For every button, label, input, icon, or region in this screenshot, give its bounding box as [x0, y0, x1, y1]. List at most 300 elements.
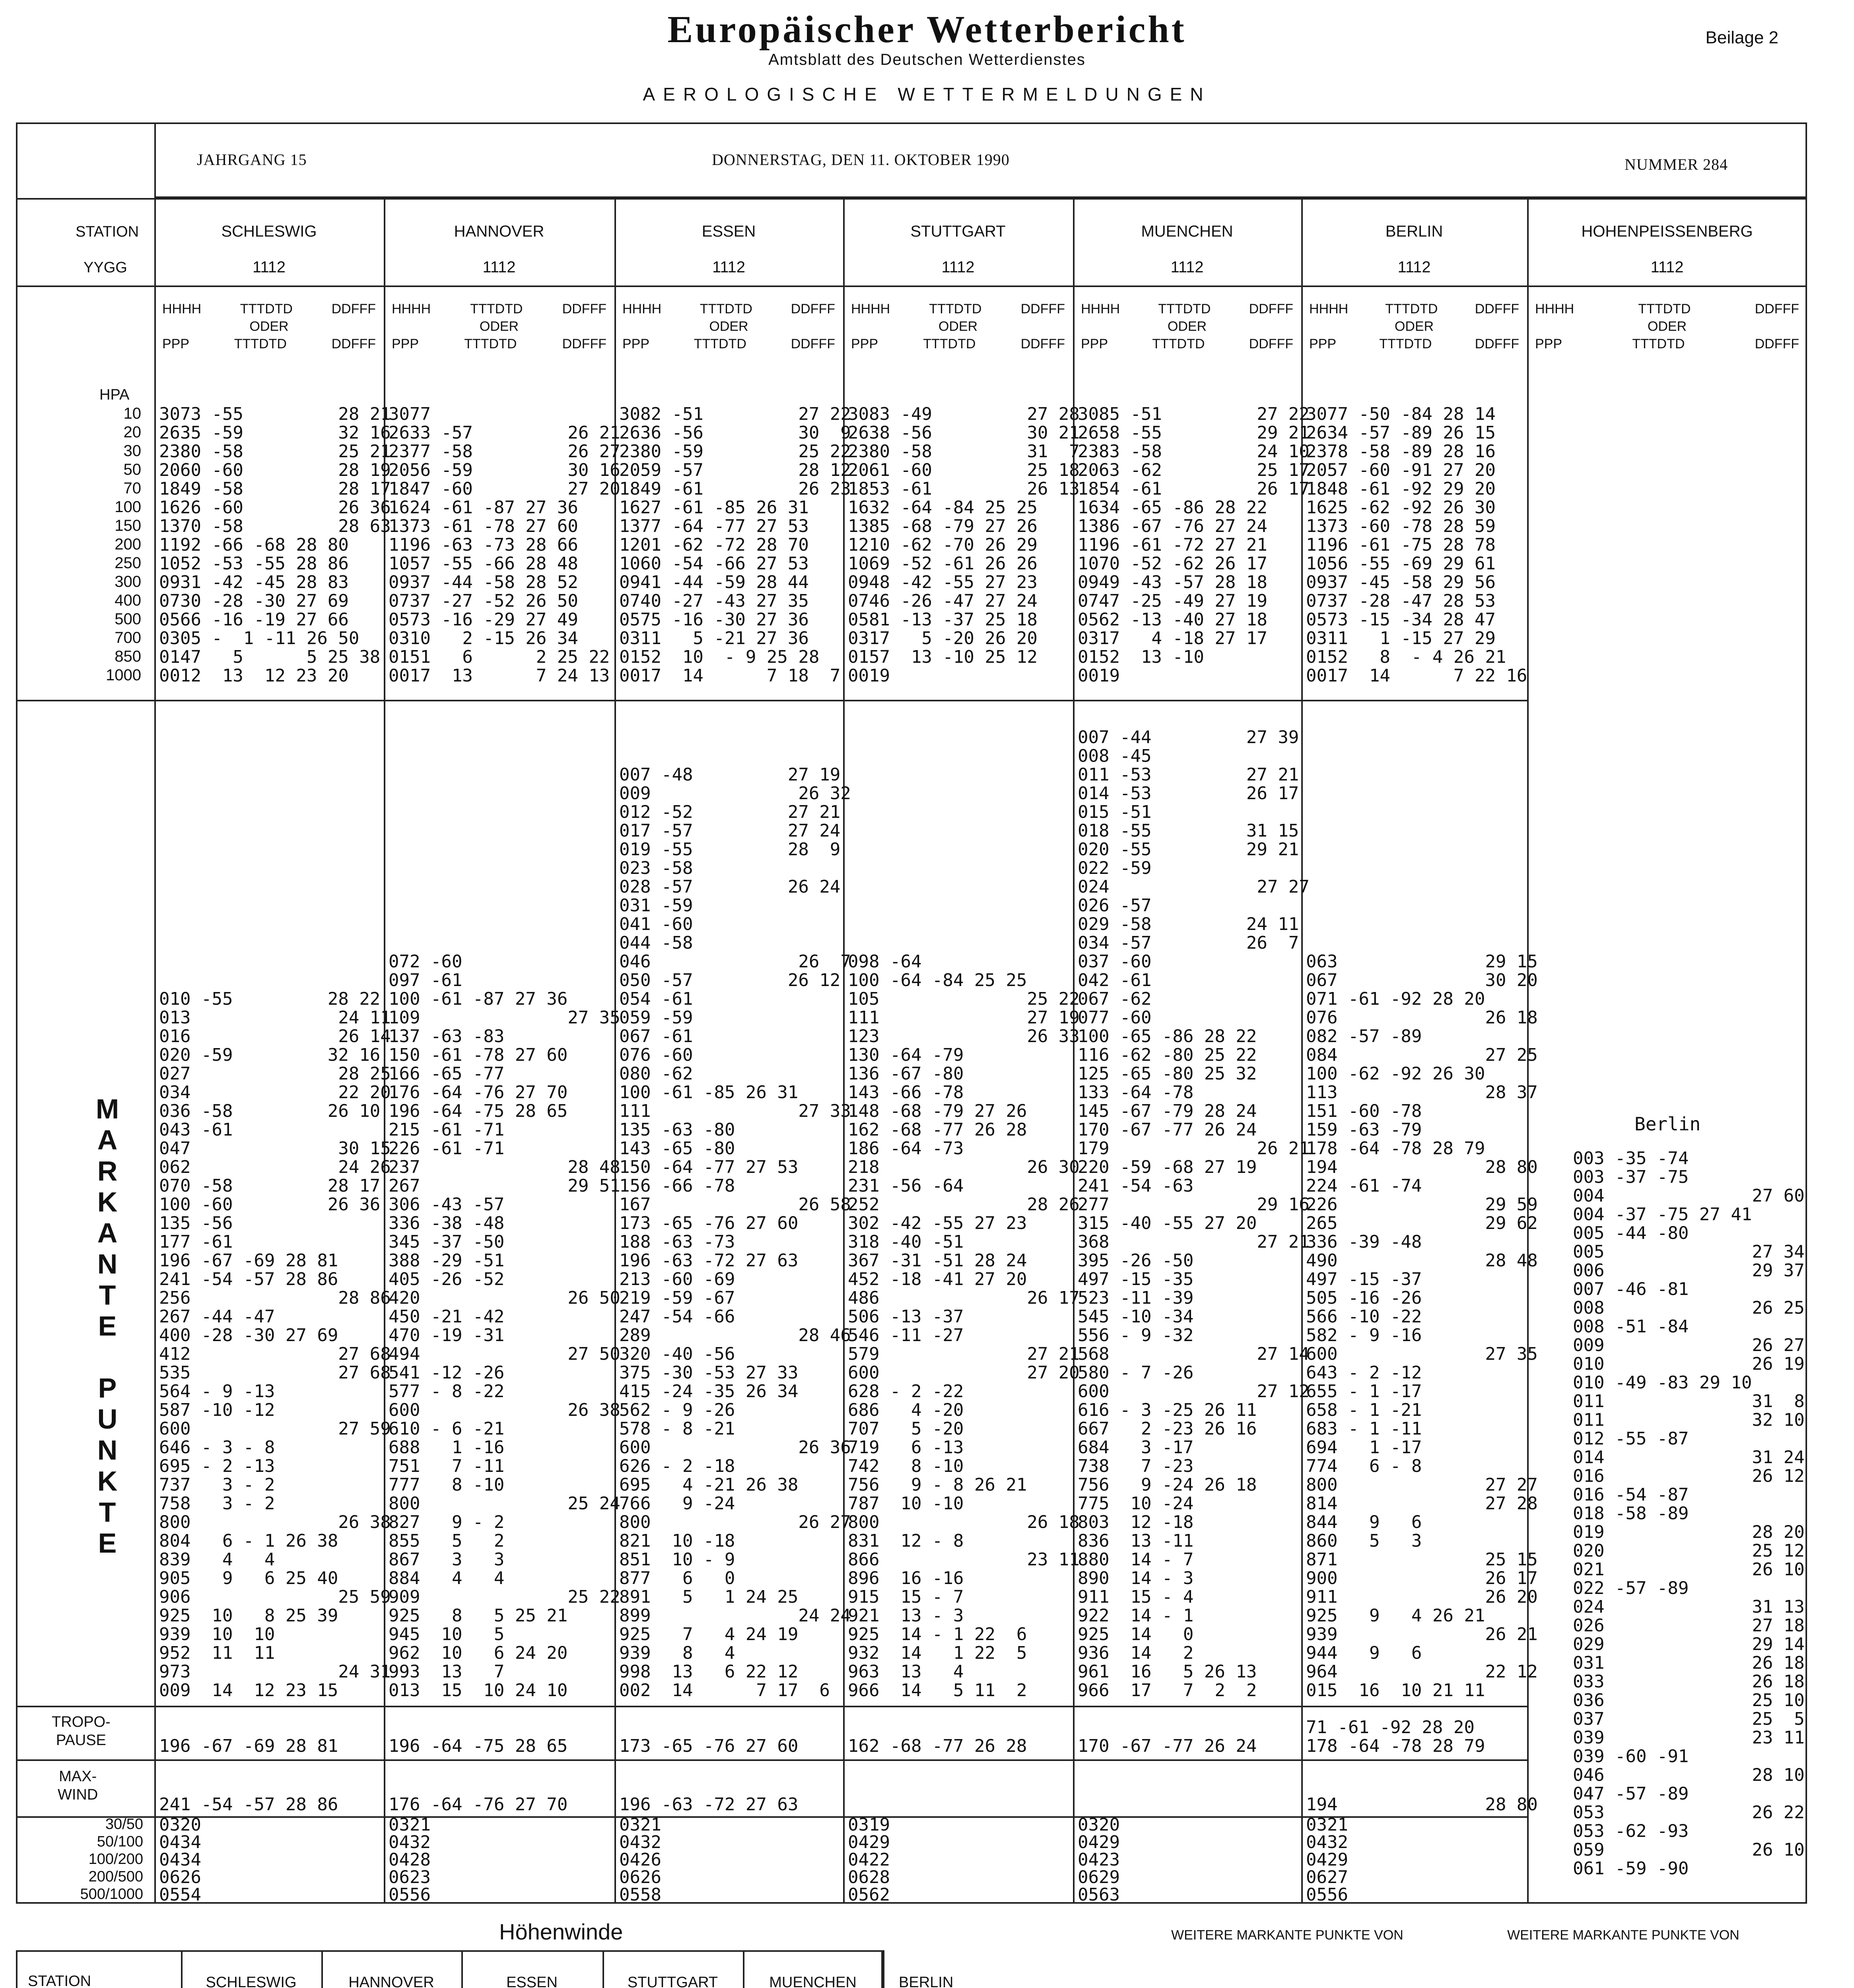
- markante-data-row: 267 29 51: [389, 1176, 620, 1196]
- markante-data-row: 494 27 50: [389, 1344, 620, 1364]
- markante-letter: K: [97, 1186, 118, 1217]
- berlin-extra-row: 059 26 10: [1573, 1840, 1805, 1860]
- column-header-cell: DDFFF: [562, 301, 606, 316]
- markante-data-row: 925 10 8 25 39: [159, 1606, 338, 1626]
- station-yygg: 1112: [1650, 258, 1684, 276]
- level-data-row: 1627 -61 -85 26 31: [619, 497, 809, 518]
- markante-data-row: 219 -59 -67: [619, 1288, 735, 1308]
- level-data-row: 0311 5 -21 27 36: [619, 628, 809, 648]
- markante-data-row: 877 6 0: [619, 1568, 735, 1588]
- thickness-value: 0423: [1078, 1850, 1120, 1870]
- column-header-row: [162, 300, 376, 318]
- markante-data-row: 911 26 20: [1306, 1587, 1538, 1607]
- station-yygg: 1112: [482, 258, 516, 276]
- column-header-row: [162, 335, 376, 353]
- berlin-extra-row: 033 26 18: [1573, 1672, 1805, 1692]
- column-header-oder: ODER: [479, 319, 519, 334]
- markante-data-row: 133 -64 -78: [1078, 1082, 1194, 1103]
- markante-data-column: [1078, 728, 1310, 1700]
- berlin-extra-row: 026 27 18: [1573, 1615, 1805, 1636]
- thickness-value: 0429: [1078, 1832, 1120, 1852]
- markante-data-row: 067 -61: [619, 1026, 693, 1046]
- column-header-cell: TTTDTD: [923, 336, 976, 351]
- markante-data-row: 019 -55 28 9: [619, 839, 841, 860]
- markante-data-row: 737 3 - 2: [159, 1475, 275, 1495]
- markante-data-row: 267 -44 -47: [159, 1307, 275, 1327]
- markante-data-row: 367 -31 -51 28 24: [848, 1250, 1027, 1271]
- markante-data-row: 011 -53 27 21: [1078, 765, 1299, 785]
- markante-data-row: 452 -18 -41 27 20: [848, 1269, 1027, 1289]
- column-header-cell: PPP: [1309, 336, 1337, 351]
- berlin-extra-row: 003 -35 -74: [1573, 1148, 1689, 1169]
- thickness-value: 0628: [848, 1867, 890, 1887]
- maxwind-value: 176 -64 -76 27 70: [389, 1794, 568, 1815]
- markante-data-row: 176 -64 -76 27 70: [389, 1082, 568, 1103]
- level-data-row: 0012 13 12 23 20: [159, 666, 349, 686]
- markante-data-row: 643 - 2 -12: [1306, 1363, 1422, 1383]
- markante-data-row: 932 14 1 22 5: [848, 1643, 1027, 1663]
- station-yygg: 1112: [252, 258, 286, 276]
- markante-data-row: 800 27 27: [1306, 1475, 1538, 1495]
- markante-data-row: 470 -19 -31: [389, 1325, 505, 1345]
- thickness-value: 0321: [619, 1815, 661, 1835]
- column-header-cell: DDFFF: [1755, 336, 1799, 351]
- markante-data-row: 345 -37 -50: [389, 1232, 505, 1252]
- level-data-row: 0317 4 -18 27 17: [1078, 628, 1267, 648]
- markante-data-row: 150 -64 -77 27 53: [619, 1157, 799, 1177]
- markante-data-row: 774 6 - 8: [1306, 1456, 1422, 1476]
- markante-data-row: 497 -15 -35: [1078, 1269, 1194, 1289]
- level-data-row: 0746 -26 -47 27 24: [848, 591, 1038, 611]
- markante-data-row: 137 -63 -83: [389, 1026, 505, 1046]
- level-data-row: 2658 -55 29 21: [1078, 423, 1310, 443]
- berlin-extra-row: 016 26 12: [1573, 1466, 1805, 1486]
- thickness-value: 0556: [389, 1885, 431, 1905]
- thickness-label: 500/1000: [80, 1886, 143, 1903]
- column-header-cell: TTTDTD: [1152, 336, 1205, 351]
- markante-data-row: 224 -61 -74: [1306, 1176, 1422, 1196]
- station-name: BERLIN: [1385, 223, 1443, 240]
- markante-data-row: 150 -61 -78 27 60: [389, 1045, 568, 1065]
- berlin-extra-row: 004 27 60: [1573, 1186, 1805, 1206]
- markante-letter: R: [97, 1155, 118, 1186]
- markante-letter: T: [99, 1279, 116, 1310]
- pressure-level: 250: [115, 554, 141, 572]
- thickness-label: 100/200: [88, 1851, 143, 1868]
- station-name: HOHENPEISSENBERG: [1581, 223, 1753, 240]
- markante-data-row: 100 -60 26 36: [159, 1194, 381, 1215]
- markante-data-row: 194 28 80: [1306, 1157, 1538, 1177]
- markante-data-row: 707 5 -20: [848, 1419, 964, 1439]
- markante-data-row: 964 22 12: [1306, 1662, 1538, 1682]
- column-header-cell: PPP: [622, 336, 650, 351]
- level-data-row: 0019: [1078, 666, 1120, 686]
- markante-data-row: 911 15 - 4: [1078, 1587, 1194, 1607]
- berlin-extra-row: 020 25 12: [1573, 1541, 1805, 1561]
- level-data-row: 1377 -64 -77 27 53: [619, 516, 809, 536]
- markante-data-row: 851 10 - 9: [619, 1549, 735, 1570]
- markante-data-row: 775 10 -24: [1078, 1493, 1194, 1514]
- column-header-cell: PPP: [1535, 336, 1562, 351]
- markante-data-row: 020 -55 29 21: [1078, 839, 1299, 860]
- column-header-row: [1309, 335, 1519, 353]
- pressure-level: 700: [115, 629, 141, 646]
- thickness-value: 0556: [1306, 1885, 1348, 1905]
- issue-number: NUMMER 284: [1625, 155, 1728, 173]
- markante-data-row: 247 -54 -66: [619, 1307, 735, 1327]
- markante-data-row: 167 26 58: [619, 1194, 851, 1215]
- markante-data-row: 966 14 5 11 2: [848, 1680, 1027, 1701]
- markante-data-row: 890 14 - 3: [1078, 1568, 1194, 1588]
- level-data-row: 0937 -45 -58 29 56: [1306, 572, 1496, 592]
- thickness-label: 200/500: [88, 1868, 143, 1885]
- markante-data-row: 020 -59 32 16: [159, 1045, 381, 1065]
- markante-data-row: 844 9 6: [1306, 1512, 1422, 1532]
- pressure-level: 850: [115, 648, 141, 665]
- markante-data-row: 116 -62 -80 25 22: [1078, 1045, 1257, 1065]
- berlin-extra-row: 039 23 11: [1573, 1728, 1805, 1748]
- column-header: [162, 300, 376, 353]
- markante-data-row: 177 -61: [159, 1232, 233, 1252]
- markante-data-row: 686 4 -20: [848, 1400, 964, 1420]
- markante-data-row: 289 28 46: [619, 1325, 851, 1345]
- markante-data-row: 007 -48 27 19: [619, 765, 841, 785]
- berlin-extra-row: 053 26 22: [1573, 1802, 1805, 1823]
- berlin-extra-row: 019 28 20: [1573, 1522, 1805, 1542]
- berlin-extra-row: 061 -59 -90: [1573, 1858, 1689, 1879]
- winds-title: Höhenwinde: [499, 1919, 623, 1944]
- page-title: Europäischer Wetterbericht: [667, 8, 1187, 50]
- markante-data-row: 616 - 3 -25 26 11: [1078, 1400, 1257, 1420]
- level-data-row: 0581 -13 -37 25 18: [848, 610, 1038, 630]
- markante-data-row: 896 16 -16: [848, 1568, 964, 1588]
- markante-data-row: 758 3 - 2: [159, 1493, 275, 1514]
- markante-data-row: 008 -45: [1078, 746, 1152, 766]
- markante-data-row: 962 10 6 24 20: [389, 1643, 568, 1663]
- markante-data-row: 831 12 - 8: [848, 1531, 964, 1551]
- markante-data-row: 306 -43 -57: [389, 1194, 505, 1215]
- markante-data-row: 905 9 6 25 40: [159, 1568, 338, 1588]
- berlin-extra-row: 018 -58 -89: [1573, 1503, 1689, 1524]
- markante-letter: P: [98, 1373, 117, 1404]
- thickness-value: 0626: [159, 1867, 201, 1887]
- level-data-row: 0566 -16 -19 27 66: [159, 610, 349, 630]
- tropopause-value: [1306, 1718, 1485, 1755]
- supplement-number: Beilage 2: [1705, 28, 1778, 47]
- markante-data-row: 646 - 3 - 8: [159, 1437, 275, 1458]
- column-header: [1081, 300, 1293, 353]
- page-subtitle: Amtsblatt des Deutschen Wetterdienstes: [768, 51, 1086, 68]
- column-header-row: [851, 300, 1065, 318]
- column-header-cell: TTTDTD: [234, 336, 287, 351]
- markante-data-row: 042 -61: [1078, 970, 1152, 990]
- markante-letter: A: [97, 1124, 118, 1155]
- column-header-cell: DDFFF: [1475, 336, 1519, 351]
- markante-data-row: 600 27 35: [1306, 1344, 1538, 1364]
- markante-data-row: 867 3 3: [389, 1549, 505, 1570]
- markante-data-row: 226 -61 -71: [389, 1138, 505, 1159]
- level-data-row: 2056 -59 30 16: [389, 460, 620, 480]
- level-data-row: 1196 -61 -75 28 78: [1306, 535, 1496, 555]
- level-data-row: 2063 -62 25 17: [1078, 460, 1310, 480]
- pressure-level: 500: [115, 610, 141, 628]
- markante-data-row: 178 -64 -78 28 79: [1306, 1138, 1485, 1159]
- level-data-row: 1373 -61 -78 27 60: [389, 516, 578, 536]
- markante-letter: N: [97, 1248, 118, 1279]
- column-header-cell: DDFFF: [562, 336, 606, 351]
- markante-data-row: 866 23 11: [848, 1549, 1080, 1570]
- markante-data-row: 265 29 62: [1306, 1213, 1538, 1233]
- column-header-cell: TTTDTD: [240, 301, 293, 316]
- markante-data-row: 036 -58 26 10: [159, 1101, 381, 1121]
- berlin-extra-row: 021 26 10: [1573, 1559, 1805, 1580]
- markante-data-row: 302 -42 -55 27 23: [848, 1213, 1027, 1233]
- markante-data-row: 336 -39 -48: [1306, 1232, 1422, 1252]
- column-header-cell: DDFFF: [331, 301, 376, 316]
- hpa-label: HPA: [99, 386, 130, 403]
- markante-data-row: 173 -65 -76 27 60: [619, 1213, 799, 1233]
- column-header-cell: TTTDTD: [694, 336, 746, 351]
- pressure-level: 20: [123, 423, 141, 441]
- level-data-row: 0017 13 7 24 13: [389, 666, 610, 686]
- markante-data-row: 566 -10 -22: [1306, 1307, 1422, 1327]
- markante-data-column: [159, 990, 391, 1700]
- markante-data-row: 162 -68 -77 26 28: [848, 1120, 1027, 1140]
- level-data-column: [389, 405, 620, 685]
- level-data-row: 1192 -66 -68 28 80: [159, 535, 349, 555]
- level-data-row: 1060 -54 -66 27 53: [619, 553, 809, 574]
- thickness-value: 0320: [1078, 1815, 1120, 1835]
- level-data-row: 0152 13 -10: [1078, 647, 1204, 667]
- column-header-cell: DDFFF: [1249, 336, 1293, 351]
- more-points-label-1: WEITERE MARKANTE PUNKTE VON: [1171, 1928, 1403, 1943]
- markante-letter: [87, 1342, 127, 1373]
- markante-data-row: 007 -44 27 39: [1078, 727, 1299, 747]
- level-data-row: 0931 -42 -45 28 83: [159, 572, 349, 592]
- berlin-extra-row: 039 -60 -91: [1573, 1746, 1689, 1767]
- markante-data-row: 667 2 -23 26 16: [1078, 1419, 1257, 1439]
- column-header-row: [622, 300, 835, 318]
- level-data-row: 0747 -25 -49 27 19: [1078, 591, 1267, 611]
- level-data-row: 1386 -67 -76 27 24: [1078, 516, 1267, 536]
- markante-data-row: 610 - 6 -21: [389, 1419, 505, 1439]
- level-data-row: 2060 -60 28 19: [159, 460, 391, 480]
- markante-data-row: 628 - 2 -22: [848, 1381, 964, 1402]
- berlin-extra-row: 003 -37 -75: [1573, 1167, 1689, 1187]
- column-header-oder: ODER: [938, 319, 978, 334]
- markante-data-row: 562 - 9 -26: [619, 1400, 735, 1420]
- markante-data-row: 587 -10 -12: [159, 1400, 275, 1420]
- tropopause-row: 196 -67 -69 28 81: [159, 1736, 338, 1756]
- markante-data-row: 027 28 25: [159, 1064, 391, 1084]
- column-header: [1309, 300, 1519, 353]
- markante-data-row: 921 13 - 3: [848, 1606, 964, 1626]
- thickness-labels: [48, 1815, 143, 1903]
- level-data-row: 1210 -62 -70 26 29: [848, 535, 1038, 555]
- markante-data-row: 100 -65 -86 28 22: [1078, 1026, 1257, 1046]
- markante-data-row: 855 5 2: [389, 1531, 505, 1551]
- markante-data-row: 568 27 14: [1078, 1344, 1310, 1364]
- level-data-row: 3073 -55 28 21: [159, 404, 391, 424]
- markante-data-row: 018 -55 31 15: [1078, 821, 1299, 841]
- berlin-extra-title: Berlin: [1634, 1113, 1701, 1135]
- markante-data-row: 023 -58: [619, 858, 693, 878]
- markante-data-row: 405 -26 -52: [389, 1269, 505, 1289]
- level-data-row: 3082 -51 27 22: [619, 404, 851, 424]
- markante-data-row: 577 - 8 -22: [389, 1381, 505, 1402]
- berlin-extra-row: 008 -51 -84: [1573, 1316, 1689, 1337]
- markante-data-row: 395 -26 -50: [1078, 1250, 1194, 1271]
- markante-data-row: 836 13 -11: [1078, 1531, 1194, 1551]
- berlin-extra-row: 008 26 25: [1573, 1298, 1805, 1318]
- berlin-extra-row: 029 29 14: [1573, 1634, 1805, 1654]
- level-data-row: 2378 -58 -89 28 16: [1306, 441, 1496, 462]
- markante-data-row: 450 -21 -42: [389, 1307, 505, 1327]
- markante-data-column: [848, 952, 1080, 1700]
- markante-data-row: 105 25 22: [848, 989, 1080, 1009]
- markante-data-row: 545 -10 -34: [1078, 1307, 1194, 1327]
- markante-data-row: 220 -59 -68 27 19: [1078, 1157, 1257, 1177]
- markante-data-row: 097 -61: [389, 970, 463, 990]
- markante-data-row: 400 -28 -30 27 69: [159, 1325, 338, 1345]
- markante-data-row: 579 27 21: [848, 1344, 1080, 1364]
- level-data-column: [619, 405, 851, 685]
- markante-data-row: 388 -29 -51: [389, 1250, 505, 1271]
- thickness-value: 0562: [848, 1885, 890, 1905]
- thickness-value: 0428: [389, 1850, 431, 1870]
- berlin-extra-row: 014 31 24: [1573, 1447, 1805, 1468]
- markante-data-row: 925 8 5 25 21: [389, 1606, 568, 1626]
- pressure-level: 70: [123, 480, 141, 497]
- column-header-cell: DDFFF: [1020, 336, 1065, 351]
- station-yygg: 1112: [941, 258, 975, 276]
- column-header-cell: TTTDTD: [1632, 336, 1685, 351]
- level-data-row: 3083 -49 27 28: [848, 404, 1080, 424]
- level-data-row: 0948 -42 -55 27 23: [848, 572, 1038, 592]
- markante-data-row: 156 -66 -78: [619, 1176, 735, 1196]
- level-data-row: 1853 -61 26 13: [848, 479, 1080, 499]
- thickness-value: 0319: [848, 1815, 890, 1835]
- markante-data-row: 922 14 - 1: [1078, 1606, 1194, 1626]
- column-header-cell: TTTDTD: [700, 301, 752, 316]
- markante-data-row: 215 -61 -71: [389, 1120, 505, 1140]
- markante-data-row: 860 5 3: [1306, 1531, 1422, 1551]
- level-data-row: 2061 -60 25 18: [848, 460, 1080, 480]
- thickness-column: [619, 1816, 661, 1904]
- tropopause-value: [389, 1737, 567, 1755]
- markante-data-row: 213 -60 -69: [619, 1269, 735, 1289]
- markante-data-row: 906 25 59: [159, 1587, 391, 1607]
- pressure-level: 400: [115, 592, 141, 609]
- column-header-cell: HHHH: [1081, 301, 1120, 316]
- markante-data-row: 041 -60: [619, 914, 693, 934]
- section-title: AEROLOGISCHE WETTERMELDUNGEN: [643, 84, 1211, 105]
- markante-data-row: 952 11 11: [159, 1643, 275, 1663]
- thickness-value: 0434: [159, 1850, 201, 1870]
- pressure-level: 1000: [106, 666, 141, 684]
- tropopause-row: 162 -68 -77 26 28: [848, 1736, 1027, 1756]
- wind-station-name: HANNOVER: [348, 1974, 434, 1988]
- markante-data-row: 800 26 27: [619, 1512, 851, 1532]
- markante-data-row: 963 13 4: [848, 1662, 964, 1682]
- markante-data-row: 936 14 2: [1078, 1643, 1194, 1663]
- thickness-column: [1078, 1816, 1120, 1904]
- station-name: MUENCHEN: [1141, 223, 1233, 240]
- thickness-value: 0627: [1306, 1867, 1348, 1887]
- markante-data-row: 925 14 - 1 22 6: [848, 1624, 1027, 1644]
- tropopause-label: TROPO- PAUSE: [52, 1714, 111, 1749]
- markante-data-row: 067 30 20: [1306, 970, 1538, 990]
- markante-data-row: 143 -66 -78: [848, 1082, 964, 1103]
- markante-data-row: 098 -64: [848, 951, 922, 972]
- markante-data-row: 871 25 15: [1306, 1549, 1538, 1570]
- markante-data-row: 756 9 -24 26 18: [1078, 1475, 1257, 1495]
- level-data-row: 2380 -58 31 7: [848, 441, 1080, 462]
- markante-data-row: 945 10 5: [389, 1624, 505, 1644]
- markante-letter: A: [97, 1217, 118, 1248]
- markante-data-row: 578 - 8 -21: [619, 1419, 735, 1439]
- level-data-row: 0317 5 -20 26 20: [848, 628, 1038, 648]
- markante-data-row: 009 26 32: [619, 783, 851, 804]
- markante-data-row: 939 8 4: [619, 1643, 735, 1663]
- markante-data-row: 026 -57: [1078, 895, 1152, 916]
- markante-data-row: 505 -16 -26: [1306, 1288, 1422, 1308]
- markante-data-row: 925 9 4 26 21: [1306, 1606, 1485, 1626]
- markante-data-row: 071 -61 -92 28 20: [1306, 989, 1485, 1009]
- volume-label: JAHRGANG 15: [197, 151, 307, 169]
- markante-letter: K: [97, 1466, 118, 1497]
- markante-data-row: 961 16 5 26 13: [1078, 1662, 1257, 1682]
- markante-data-row: 077 -60: [1078, 1008, 1152, 1028]
- markante-data-row: 143 -65 -80: [619, 1138, 735, 1159]
- thickness-value: 0432: [1306, 1832, 1348, 1852]
- column-header-cell: HHHH: [162, 301, 202, 316]
- column-header-cell: HHHH: [392, 301, 431, 316]
- berlin-extra-row: 010 26 19: [1573, 1354, 1805, 1374]
- pressure-level: 150: [115, 517, 141, 534]
- tropopause-row: 170 -67 -77 26 24: [1078, 1736, 1257, 1756]
- markante-data-row: 226 29 59: [1306, 1194, 1538, 1215]
- berlin-extra-row: 006 29 37: [1573, 1260, 1805, 1281]
- markante-data-row: 186 -64 -73: [848, 1138, 964, 1159]
- level-data-column: [159, 405, 391, 685]
- column-header-cell: DDFFF: [1755, 301, 1799, 316]
- markante-data-row: 368 27 21: [1078, 1232, 1310, 1252]
- markante-data-row: 196 -64 -75 28 65: [389, 1101, 568, 1121]
- markante-data-row: 013 24 11: [159, 1008, 391, 1028]
- thickness-value: 0429: [848, 1832, 890, 1852]
- berlin-extra-row: 005 -44 -80: [1573, 1223, 1689, 1243]
- berlin-extra-row: 012 -55 -87: [1573, 1429, 1689, 1449]
- markante-letter: N: [97, 1435, 118, 1466]
- thickness-value: 0320: [159, 1815, 201, 1835]
- markante-data-row: 059 -59: [619, 1008, 693, 1028]
- markante-data-row: 109 27 35: [389, 1008, 620, 1028]
- markante-data-row: 766 9 -24: [619, 1493, 735, 1514]
- markante-data-row: 497 -15 -37: [1306, 1269, 1422, 1289]
- wind-station-name: BERLIN: [899, 1974, 954, 1988]
- level-data-row: 0573 -16 -29 27 49: [389, 610, 578, 630]
- markante-data-row: 966 17 7 2 2: [1078, 1680, 1257, 1701]
- markante-data-row: 909 25 22: [389, 1587, 620, 1607]
- level-data-row: 2380 -59 25 22: [619, 441, 851, 462]
- markante-data-row: 047 30 15: [159, 1138, 391, 1159]
- thickness-value: 0432: [389, 1832, 431, 1852]
- markante-data-row: 375 -30 -53 27 33: [619, 1363, 799, 1383]
- maxwind-label: MAX- WIND: [58, 1768, 98, 1803]
- column-header-cell: DDFFF: [1475, 301, 1519, 316]
- markante-data-row: 486 26 17: [848, 1288, 1080, 1308]
